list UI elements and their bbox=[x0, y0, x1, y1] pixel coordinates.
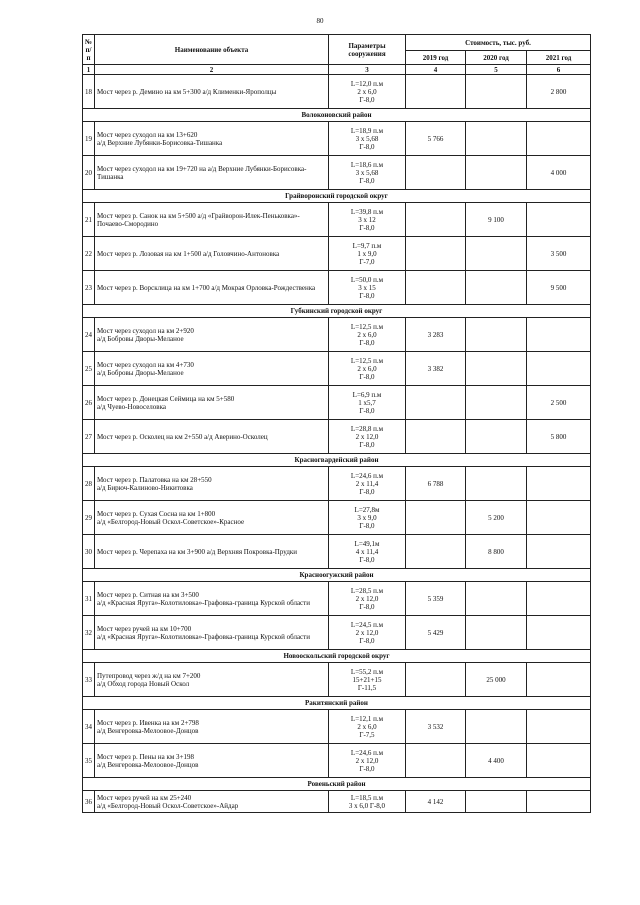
structure-params-text: L=24,6 п.м 2 х 12,0 Г-8,0 bbox=[350, 748, 384, 773]
cost-2019 bbox=[406, 710, 466, 744]
object-name bbox=[95, 791, 329, 813]
structure-params-text: L=27,8м 3 х 9,0 Г-8,0 bbox=[354, 505, 380, 530]
cost-2021 bbox=[527, 122, 591, 156]
cost-2019 bbox=[406, 203, 466, 237]
object-name bbox=[95, 122, 329, 156]
cost-2020 bbox=[466, 318, 527, 352]
cost-2020 bbox=[466, 352, 527, 386]
cost-2020-text: 25 000 bbox=[486, 675, 506, 684]
row-number bbox=[83, 535, 95, 569]
structure-params bbox=[329, 791, 406, 813]
structure-params-text: L=18,6 п.м 3 х 5,68 Г-8,0 bbox=[350, 160, 384, 185]
table-row bbox=[83, 203, 591, 237]
object-name-text: Путепровод через ж/д на км 7+200 а/д Обход города Новый Оскол bbox=[97, 671, 201, 688]
cost-2020 bbox=[466, 467, 527, 501]
table-row bbox=[83, 122, 591, 156]
cost-2021-text: 5 800 bbox=[550, 432, 567, 441]
cost-2020-text: 4 400 bbox=[488, 756, 504, 765]
cost-2020 bbox=[466, 616, 527, 650]
cost-2019-text: 4 142 bbox=[427, 797, 444, 806]
structure-params bbox=[329, 616, 406, 650]
table-row bbox=[83, 271, 591, 305]
object-name-text: Мост через р. Сухая Сосна на км 1+800 а/д «Белгород-Новый Оскол-Советское»-Красное bbox=[97, 509, 245, 526]
table-row bbox=[83, 237, 591, 271]
col-index: 4 bbox=[406, 65, 466, 75]
table-row bbox=[83, 710, 591, 744]
structure-params bbox=[329, 663, 406, 697]
cost-2020 bbox=[466, 791, 527, 813]
cost-2019-text: 6 788 bbox=[427, 479, 444, 488]
table-row bbox=[83, 352, 591, 386]
cost-2019-text: 5 359 bbox=[427, 594, 444, 603]
structure-params-text: L=24,6 п.м 2 х 11,4 Г-8,0 bbox=[350, 471, 384, 496]
row-number-text: 19 bbox=[85, 134, 92, 143]
cost-2020-text: 8 800 bbox=[488, 547, 504, 556]
object-name-text: Мост через р. Палатовка на км 28+550 а/д Бирюч-Калиново-Никитовка bbox=[97, 475, 212, 492]
table-row bbox=[83, 744, 591, 778]
row-number-text: 25 bbox=[85, 364, 92, 373]
row-number bbox=[83, 467, 95, 501]
col-index: 3 bbox=[329, 65, 406, 75]
cost-2021-text: 3 500 bbox=[550, 249, 567, 258]
district-section-row bbox=[83, 109, 591, 122]
table-row bbox=[83, 467, 591, 501]
structure-params-text: L=18,9 п.м 3 х 5,68 Г-8,0 bbox=[350, 126, 384, 151]
cost-2021 bbox=[527, 237, 591, 271]
district-section-row bbox=[83, 190, 591, 203]
row-number-text: 22 bbox=[85, 249, 92, 258]
row-number-text: 30 bbox=[85, 547, 92, 556]
object-name-text: Мост через суходол на км 19+720 на а/д Верхние Лубянки-Борисовка-Тишанка bbox=[97, 164, 307, 181]
cost-2021-text: 9 500 bbox=[550, 283, 567, 292]
structure-params-text: L=55,2 п.м 15+21+15 Г-11,5 bbox=[350, 667, 384, 692]
cost-2019 bbox=[406, 535, 466, 569]
row-number-text: 28 bbox=[85, 479, 92, 488]
row-number bbox=[83, 501, 95, 535]
cost-2020 bbox=[466, 271, 527, 305]
structure-params bbox=[329, 271, 406, 305]
structure-params bbox=[329, 75, 406, 109]
row-number-text: 27 bbox=[85, 432, 92, 441]
row-number-text: 23 bbox=[85, 283, 92, 292]
object-name-text: Мост через суходол на км 4+730 а/д Бобровы Дворы-Меланое bbox=[97, 360, 194, 377]
cost-2019 bbox=[406, 271, 466, 305]
district-title: Красногвардейский район bbox=[83, 454, 591, 467]
table-row bbox=[83, 386, 591, 420]
object-name-text: Мост через р. Осколец на км 2+550 а/д Аверино-Осколец bbox=[97, 432, 268, 441]
row-number bbox=[83, 271, 95, 305]
object-name-text: Мост через р. Демино на км 5+300 а/д Клименки-Ярополцы bbox=[97, 87, 277, 96]
structure-params bbox=[329, 744, 406, 778]
object-name bbox=[95, 386, 329, 420]
table-row bbox=[83, 420, 591, 454]
cost-2020 bbox=[466, 203, 527, 237]
cost-2021 bbox=[527, 710, 591, 744]
col-index: 1 bbox=[83, 65, 95, 75]
cost-2019-text: 3 532 bbox=[427, 722, 444, 731]
structure-params bbox=[329, 318, 406, 352]
structure-params-text: L=18,5 п.м 3 х 6,0 Г-8,0 bbox=[348, 793, 386, 810]
col-header-name: Наименование объекта bbox=[95, 35, 329, 65]
row-number bbox=[83, 582, 95, 616]
object-name bbox=[95, 663, 329, 697]
table-row bbox=[83, 663, 591, 697]
row-number bbox=[83, 75, 95, 109]
district-title: Ровеньский район bbox=[83, 778, 591, 791]
structure-params-text: L=28,8 п.м 2 х 12,0 Г-8,0 bbox=[350, 424, 384, 449]
row-number bbox=[83, 237, 95, 271]
district-title: Красноогужский район bbox=[83, 569, 591, 582]
cost-2019 bbox=[406, 352, 466, 386]
object-name-text: Мост через ручей на км 10+700 а/д «Красная Яруга»-Колотиловка»-Графовка-граница Курской области bbox=[97, 624, 310, 641]
object-name bbox=[95, 352, 329, 386]
row-number-text: 36 bbox=[85, 797, 92, 806]
table-body bbox=[83, 75, 591, 813]
cost-2019 bbox=[406, 420, 466, 454]
structure-params-text: L=12,5 п.м 2 х 6,0 Г-8,0 bbox=[350, 356, 384, 381]
object-name-text: Мост через суходол на км 13+620 а/д Верхние Лубянки-Борисовка-Тишанка bbox=[97, 130, 223, 147]
structure-params-text: L=50,0 п.м 3 х 15 Г-8,0 bbox=[350, 275, 384, 300]
object-name-text: Мост через суходол на км 2+920 а/д Бобровы Дворы-Меланое bbox=[97, 326, 194, 343]
row-number-text: 35 bbox=[85, 756, 92, 765]
row-number bbox=[83, 791, 95, 813]
object-name bbox=[95, 271, 329, 305]
cost-2020-text: 5 200 bbox=[488, 513, 504, 522]
cost-2021 bbox=[527, 156, 591, 190]
row-number bbox=[83, 386, 95, 420]
cost-2021 bbox=[527, 271, 591, 305]
row-number-text: 24 bbox=[85, 330, 92, 339]
structure-params bbox=[329, 203, 406, 237]
row-number-text: 26 bbox=[85, 398, 92, 407]
table-row bbox=[83, 156, 591, 190]
object-name-text: Мост через р. Лозовая на км 1+500 а/д Головчино-Антоновка bbox=[97, 249, 280, 258]
col-header-2021: 2021 год bbox=[527, 51, 591, 65]
cost-2019-text: 5 429 bbox=[427, 628, 444, 637]
cost-2020 bbox=[466, 501, 527, 535]
cost-2021-text: 2 800 bbox=[550, 87, 567, 96]
cost-2021 bbox=[527, 535, 591, 569]
cost-2021 bbox=[527, 663, 591, 697]
cost-2021-text: 2 500 bbox=[550, 398, 567, 407]
col-header-params: Параметры сооружения bbox=[329, 35, 406, 65]
cost-2020 bbox=[466, 710, 527, 744]
cost-2020 bbox=[466, 122, 527, 156]
structure-params bbox=[329, 156, 406, 190]
object-name bbox=[95, 156, 329, 190]
district-title: Новооскольский городской округ bbox=[83, 650, 591, 663]
structure-params-text: L=39,8 п.м 3 х 12 Г-8,0 bbox=[350, 207, 384, 232]
row-number-text: 21 bbox=[85, 215, 92, 224]
cost-2021 bbox=[527, 467, 591, 501]
cost-2019 bbox=[406, 156, 466, 190]
structure-params bbox=[329, 386, 406, 420]
structure-params bbox=[329, 352, 406, 386]
cost-2019 bbox=[406, 467, 466, 501]
structure-params-text: L=9,7 п.м 1 х 9,0 Г-7,0 bbox=[352, 241, 382, 266]
object-name-text: Мост через р. Донецкая Сеймица на км 5+580 а/д Чуево-Новоселовка bbox=[97, 394, 235, 411]
cost-2019 bbox=[406, 791, 466, 813]
cost-2021-text: 4 000 bbox=[550, 168, 567, 177]
cost-2020 bbox=[466, 75, 527, 109]
row-number bbox=[83, 710, 95, 744]
table-row bbox=[83, 616, 591, 650]
cost-2019 bbox=[406, 582, 466, 616]
structure-params-text: L=6,9 п.м 1 х5,7 Г-8,0 bbox=[352, 390, 382, 415]
district-title: Губкинский городской округ bbox=[83, 305, 591, 318]
row-number-text: 31 bbox=[85, 594, 92, 603]
row-number-text: 32 bbox=[85, 628, 92, 637]
page-number: 80 bbox=[316, 17, 324, 25]
col-header-2019: 2019 год bbox=[406, 51, 466, 65]
cost-2019 bbox=[406, 122, 466, 156]
table-row bbox=[83, 75, 591, 109]
cost-2020 bbox=[466, 663, 527, 697]
cost-2020 bbox=[466, 386, 527, 420]
bridge-cost-table bbox=[82, 34, 591, 813]
cost-2019 bbox=[406, 744, 466, 778]
structure-params-text: L=49,1м 4 х 11,4 Г-8,0 bbox=[354, 539, 380, 564]
col-header-num: № п/п bbox=[83, 35, 95, 65]
row-number bbox=[83, 156, 95, 190]
cost-2019 bbox=[406, 386, 466, 420]
table-row bbox=[83, 501, 591, 535]
cost-2020-text: 9 100 bbox=[488, 215, 504, 224]
cost-2020 bbox=[466, 420, 527, 454]
structure-params bbox=[329, 237, 406, 271]
object-name bbox=[95, 467, 329, 501]
object-name bbox=[95, 744, 329, 778]
col-index: 2 bbox=[95, 65, 329, 75]
cost-2021 bbox=[527, 352, 591, 386]
cost-2020 bbox=[466, 535, 527, 569]
cost-2019 bbox=[406, 501, 466, 535]
cost-2019-text: 5 766 bbox=[427, 134, 444, 143]
district-section-row bbox=[83, 305, 591, 318]
cost-2021 bbox=[527, 616, 591, 650]
object-name-text: Мост через ручей на км 25+240 а/д «Белгород-Новый Оскол-Советское»-Айдар bbox=[97, 793, 239, 810]
cost-2021 bbox=[527, 744, 591, 778]
object-name-text: Мост через р. Пены на км 3+198 а/д Венгеровка-Мелоовое-Донцов bbox=[97, 752, 199, 769]
structure-params bbox=[329, 420, 406, 454]
cost-2020 bbox=[466, 156, 527, 190]
cost-2019 bbox=[406, 318, 466, 352]
object-name bbox=[95, 75, 329, 109]
row-number bbox=[83, 663, 95, 697]
structure-params-text: L=12,5 п.м 2 х 6,0 Г-8,0 bbox=[350, 322, 384, 347]
object-name-text: Мост через р. Черепаха на км 3+900 а/д Верхняя Покровка-Прудки bbox=[97, 547, 298, 556]
cost-2021 bbox=[527, 582, 591, 616]
row-number bbox=[83, 318, 95, 352]
object-name-text: Мост через р. Ворсклица на км 1+700 а/д Мокрая Орловка-Рождественка bbox=[97, 283, 316, 292]
row-number-text: 18 bbox=[85, 87, 92, 96]
row-number bbox=[83, 122, 95, 156]
cost-2019 bbox=[406, 75, 466, 109]
col-index: 5 bbox=[466, 65, 527, 75]
object-name bbox=[95, 710, 329, 744]
object-name bbox=[95, 582, 329, 616]
cost-2020 bbox=[466, 744, 527, 778]
district-section-row bbox=[83, 778, 591, 791]
row-number-text: 33 bbox=[85, 675, 92, 684]
structure-params bbox=[329, 582, 406, 616]
row-number bbox=[83, 744, 95, 778]
structure-params bbox=[329, 535, 406, 569]
cost-2019-text: 3 382 bbox=[427, 364, 444, 373]
col-index: 6 bbox=[527, 65, 591, 75]
cost-2021 bbox=[527, 501, 591, 535]
object-name bbox=[95, 237, 329, 271]
cost-2021 bbox=[527, 318, 591, 352]
cost-2019-text: 3 283 bbox=[427, 330, 444, 339]
object-name bbox=[95, 616, 329, 650]
cost-2019 bbox=[406, 237, 466, 271]
object-name-text: Мост через р. Санок на км 5+500 а/д «Грайворон-Илек-Пеньковка»-Почаево-Смородино bbox=[97, 211, 300, 228]
col-header-cost: Стоимость, тыс. руб. bbox=[406, 35, 591, 51]
district-section-row bbox=[83, 697, 591, 710]
cost-2019 bbox=[406, 663, 466, 697]
object-name-text: Мост через р. Ситная на км 3+500 а/д «Красная Яруга»-Колотиловка»-Графовка-граница Курской области bbox=[97, 590, 310, 607]
row-number bbox=[83, 616, 95, 650]
structure-params bbox=[329, 710, 406, 744]
table-row bbox=[83, 582, 591, 616]
row-number bbox=[83, 203, 95, 237]
district-title: Волоконовский район bbox=[83, 109, 591, 122]
cost-2020 bbox=[466, 582, 527, 616]
object-name bbox=[95, 203, 329, 237]
cost-2019 bbox=[406, 616, 466, 650]
district-section-row bbox=[83, 569, 591, 582]
district-title: Грайворонский городской округ bbox=[83, 190, 591, 203]
row-number-text: 29 bbox=[85, 513, 92, 522]
table-row bbox=[83, 318, 591, 352]
structure-params bbox=[329, 501, 406, 535]
cost-2021 bbox=[527, 386, 591, 420]
object-name bbox=[95, 535, 329, 569]
cost-2021 bbox=[527, 203, 591, 237]
object-name-text: Мост через р. Ивенка на км 2+798 а/д Венгеровка-Мелоовое-Донцов bbox=[97, 718, 199, 735]
row-number-text: 20 bbox=[85, 168, 92, 177]
structure-params bbox=[329, 122, 406, 156]
col-header-2020: 2020 год bbox=[466, 51, 527, 65]
object-name bbox=[95, 420, 329, 454]
cost-2021 bbox=[527, 75, 591, 109]
cost-2021 bbox=[527, 791, 591, 813]
row-number bbox=[83, 420, 95, 454]
district-section-row bbox=[83, 454, 591, 467]
district-title: Ракитянский район bbox=[83, 697, 591, 710]
row-number bbox=[83, 352, 95, 386]
cost-2020 bbox=[466, 237, 527, 271]
object-name bbox=[95, 318, 329, 352]
row-number-text: 34 bbox=[85, 722, 92, 731]
table-row bbox=[83, 791, 591, 813]
structure-params-text: L=28,5 п.м 2 х 12,0 Г-8,0 bbox=[350, 586, 384, 611]
cost-2021 bbox=[527, 420, 591, 454]
object-name bbox=[95, 501, 329, 535]
district-section-row bbox=[83, 650, 591, 663]
structure-params-text: L=12,0 п.м 2 х 6,0 Г-8,0 bbox=[350, 79, 384, 104]
structure-params-text: L=24,5 п.м 2 х 12,0 Г-8,0 bbox=[350, 620, 384, 645]
structure-params-text: L=12,1 п.м 2 х 6,0 Г-7,5 bbox=[350, 714, 384, 739]
structure-params bbox=[329, 467, 406, 501]
table-row bbox=[83, 535, 591, 569]
